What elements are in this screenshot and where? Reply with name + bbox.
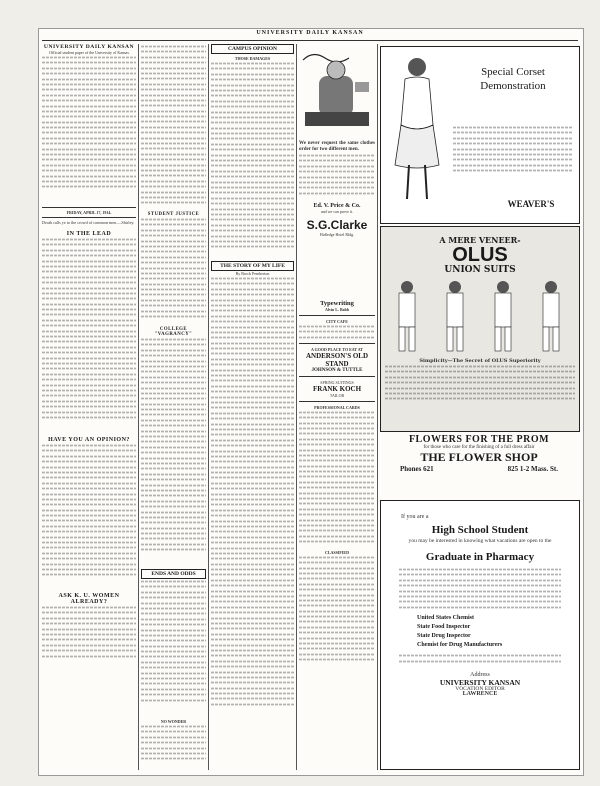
- price-body: [299, 153, 375, 203]
- corset-title: Special Corset Demonstration: [480, 66, 546, 92]
- in-the-lead-heading: IN THE LEAD: [66, 231, 112, 237]
- high-school-student: High School Student: [431, 524, 529, 536]
- olus-body: [381, 364, 579, 401]
- olus-ad: [380, 226, 580, 432]
- koch-tailor: TAILOR: [329, 392, 345, 398]
- ed-price-ad: [299, 46, 375, 296]
- ends-and-odds-heading: ENDS AND ODDS: [141, 569, 206, 579]
- pharmacy-footer-text: [381, 650, 579, 667]
- column-editorial-2: [141, 44, 206, 770]
- flower-phones: Phones 621: [400, 465, 434, 473]
- positions-list: [381, 614, 579, 650]
- corset-figure: [387, 53, 447, 203]
- position-1: United States Chemist: [417, 615, 474, 622]
- those-damages-heading: THOSE DAMAGES: [234, 56, 271, 61]
- those-damages-body: [211, 61, 294, 261]
- typewriting-heading: Typewriting: [320, 300, 354, 307]
- graduate-pharmacy: Graduate in Pharmacy: [425, 551, 535, 563]
- student-justice-heading: STUDENT JUSTICE: [147, 212, 200, 217]
- professional-cards-heading: PROFESSIONAL CARDS: [314, 404, 360, 410]
- lawrence: LAWRENCE: [462, 690, 498, 697]
- divider-4: [377, 44, 378, 770]
- professional-cards-body: [299, 410, 375, 550]
- ends-and-odds-body: [141, 579, 206, 719]
- flower-shop-contact: [380, 465, 578, 473]
- clarke-name: S.G.Clarke: [306, 218, 368, 232]
- if-you-are: If you are a: [401, 514, 429, 520]
- in-the-lead-body: [42, 237, 136, 437]
- story-heading: THE STORY OF MY LIFE: [211, 261, 294, 271]
- flower-shop-ad: [380, 434, 578, 496]
- corset-ad: [380, 46, 580, 224]
- flower-shop-name: THE FLOWER SHOP: [420, 450, 538, 464]
- pharmacy-ad: [380, 500, 580, 770]
- top-rule: [42, 40, 578, 41]
- pharmacy-body: [381, 563, 579, 614]
- tailor-illustration: [299, 46, 375, 136]
- ask-women-heading: ASK K. U. WOMEN ALREADY?: [58, 593, 120, 605]
- column-campus-opinion: [211, 44, 294, 770]
- position-2: State Food Inspector: [417, 624, 471, 631]
- price-headline: We never request the same clothes order for two different men.: [299, 141, 375, 152]
- paper-title: UNIVERSITY DAILY KANSAN: [43, 44, 135, 50]
- college-vagrancy-body: [141, 337, 206, 569]
- position-4: Chemist for Drug Manufacturers: [417, 642, 503, 649]
- death-calls-quote: Death calls ye to the crowd of common men.—Shirley.: [42, 220, 135, 225]
- weavers-name: WEAVER'S: [507, 199, 555, 209]
- vocation-editor: VOCATION EDITOR: [455, 685, 505, 692]
- city-cafe: CITY CAFE: [326, 319, 348, 324]
- have-opinion-heading: HAVE YOU AN OPINION?: [48, 437, 130, 443]
- flower-address: 825 1-2 Mass. St.: [507, 465, 558, 473]
- johnson-tuttle: JOHNSON & TUTTLE: [311, 367, 363, 373]
- olus-tagline: Simplicity—The Secret of OLUS Superiority: [419, 358, 541, 364]
- no-wonder-heading: NO WONDER: [160, 719, 187, 724]
- spring-suitings: SPRING SUITINGS: [320, 379, 354, 385]
- price-brand: Ed. V. Price & Co.: [313, 203, 361, 209]
- story-body: [211, 276, 294, 707]
- university-kansan: UNIVERSITY KANSAN: [439, 677, 521, 687]
- masthead: UNIVERSITY DAILY KANSAN: [256, 30, 364, 36]
- ask-women-body: [42, 605, 136, 659]
- classified-heading: CLASSIFIED: [324, 549, 349, 555]
- may-interested: you may be interested in knowing what vacations are open to the: [408, 538, 552, 544]
- flowers-title: FLOWERS FOR THE PROM: [408, 434, 550, 445]
- typewriting-name: Alvin L. Babb: [324, 307, 350, 312]
- classified-body: [299, 555, 375, 662]
- story-byline: By Brock Pemberton: [235, 271, 270, 276]
- college-vagrancy-heading: COLLEGE "VAGRANCY": [154, 327, 193, 337]
- divider-1: [138, 44, 139, 770]
- divider-3: [296, 44, 297, 770]
- olus-union: UNION SUITS: [444, 265, 516, 275]
- position-3: State Drug Inspector: [417, 633, 471, 640]
- frank-koch: FRANK KOCH: [312, 384, 362, 393]
- clarke-address: Hidledge Hotel Bldg.: [319, 232, 355, 237]
- olus-brand: OLUS: [452, 244, 508, 266]
- price-tag: and we can prove it.: [320, 209, 354, 214]
- flowers-subtitle: for those who care for the finishing of a full dress affair: [423, 445, 535, 450]
- staff-listing: [42, 55, 136, 205]
- good-place: A GOOD PLACE TO EAT AT: [311, 346, 363, 352]
- corset-body: [453, 125, 573, 174]
- address-label: Address: [470, 671, 490, 678]
- student-justice-body: [141, 217, 206, 327]
- issue-date: FRIDAY, APRIL 17, 1914.: [66, 210, 112, 215]
- divider-2: [208, 44, 209, 770]
- have-opinion-body: [42, 443, 136, 593]
- olus-figures: [385, 275, 575, 355]
- paper-subtitle: Official student paper of the University of Kansas: [49, 50, 129, 55]
- old-stand: ANDERSON'S OLD STAND: [305, 351, 369, 368]
- campus-opinion-heading: CAMPUS OPINION: [211, 44, 294, 54]
- no-wonder-body: [141, 724, 206, 761]
- column-2-body-top: [141, 44, 206, 212]
- column-editorial: [42, 44, 136, 770]
- column-ads: [299, 300, 375, 770]
- olus-veneer: A MERE VENEER-: [439, 235, 521, 245]
